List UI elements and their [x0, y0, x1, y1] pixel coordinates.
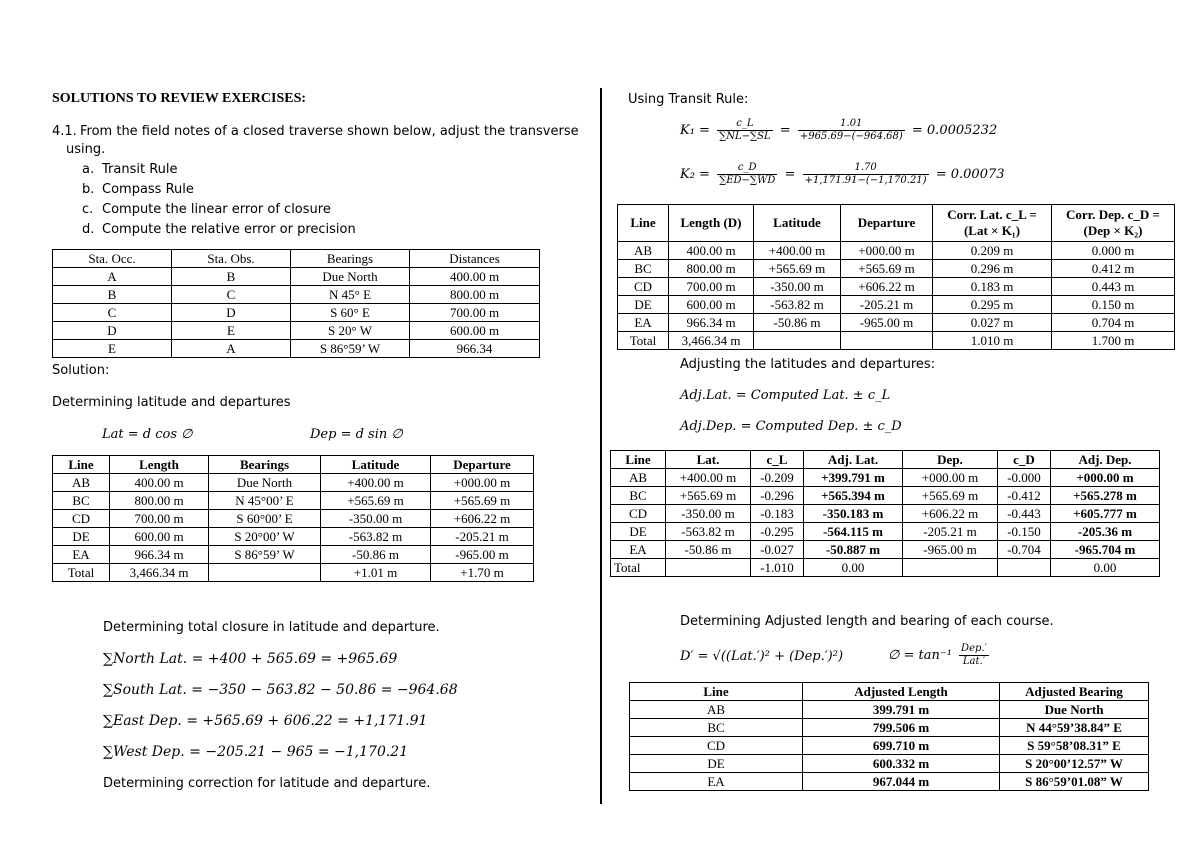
- table-cell: -0.209: [751, 469, 804, 487]
- table-header-row: [53, 250, 540, 268]
- transit-rule-heading: Using Transit Rule:: [628, 92, 749, 107]
- solution-label: Solution:: [52, 363, 110, 378]
- table-cell: A: [53, 268, 172, 286]
- table-cell: Total: [53, 564, 110, 582]
- table-row: [618, 296, 1175, 314]
- table-cell: -0.150: [998, 523, 1051, 541]
- table-cell: BC: [611, 487, 666, 505]
- table-cell: S 86°59’ W: [291, 340, 410, 358]
- table-cell: [209, 564, 321, 582]
- table-cell: +000.00 m: [841, 242, 933, 260]
- table-cell: -50.86 m: [754, 314, 841, 332]
- adjusted-length-bearing-table: [629, 682, 1149, 791]
- column-header: Line: [53, 456, 110, 474]
- problem-statement-line2: using.: [66, 142, 106, 157]
- table-row: [630, 701, 1149, 719]
- table-row: [611, 523, 1160, 541]
- table-row: [618, 314, 1175, 332]
- table-cell: A: [172, 340, 291, 358]
- table-cell: 600.00 m: [669, 296, 754, 314]
- sum-south-latitude: ∑South Lat. = −350 − 563.82 − 50.86 = −964.68: [103, 682, 458, 698]
- table-header-row: [53, 456, 534, 474]
- table-cell: -350.00 m: [754, 278, 841, 296]
- k2-formula: K₂ = $\frac{c\_D}{\sum ED-\sum WD}$ = $\frac{1.70}{+1,171.91-(-1,170.21)}$ = 0.00073: [680, 162, 1005, 186]
- column-header: Line: [630, 683, 803, 701]
- sum-east-departure: ∑East Dep. = +565.69 + 606.22 = +1,171.91: [103, 713, 428, 729]
- table-cell: 400.00 m: [669, 242, 754, 260]
- table-row: [618, 260, 1175, 278]
- table-cell: Due North: [291, 268, 410, 286]
- table-cell: B: [172, 268, 291, 286]
- table-cell: Due North: [1000, 701, 1149, 719]
- table-cell: -563.82 m: [666, 523, 751, 541]
- table-cell: 700.00 m: [410, 304, 540, 322]
- adjusted-bearing-formula: ∅ = tan⁻¹ $\frac{\text{Dep.′}}{\text{Lat.′}}$: [888, 643, 987, 667]
- sum-west-departure: ∑West Dep. = −205.21 − 965 = −1,170.21: [103, 744, 409, 760]
- table-cell: EA: [618, 314, 669, 332]
- table-cell: -563.82 m: [321, 528, 431, 546]
- table-cell: 0.296 m: [933, 260, 1052, 278]
- table-cell: -0.183: [751, 505, 804, 523]
- table-row: [618, 242, 1175, 260]
- table-cell: 800.00 m: [669, 260, 754, 278]
- sum-north-latitude: ∑North Lat. = +400 + 565.69 = +965.69: [103, 651, 398, 667]
- table-cell: 600.00 m: [410, 322, 540, 340]
- column-header: c_D: [998, 451, 1051, 469]
- column-header: Departure: [841, 205, 933, 242]
- adjusted-length-formula: D′ = √((Lat.′)² + (Dep.′)²): [680, 649, 844, 664]
- column-header: c_L: [751, 451, 804, 469]
- closure-heading: Determining total closure in latitude and departure.: [103, 620, 440, 635]
- table-cell: -50.86 m: [666, 541, 751, 559]
- lat-dep-heading: Determining latitude and departures: [52, 395, 291, 410]
- problem-statement-line1: From the field notes of a closed traverse shown below, adjust the transverse: [80, 124, 579, 139]
- table-cell: +000.00 m: [903, 469, 998, 487]
- adjusted-values-table: [610, 450, 1160, 577]
- table-cell: -965.704 m: [1051, 541, 1160, 559]
- k2-result: = 0.00073: [935, 167, 1005, 182]
- table-cell: +565.69 m: [666, 487, 751, 505]
- table-cell: -205.36 m: [1051, 523, 1160, 541]
- table-cell: -564.115 m: [804, 523, 903, 541]
- departure-formula: Dep = d sin ∅: [310, 427, 403, 442]
- correction-heading: Determining correction for latitude and departure.: [103, 776, 431, 791]
- table-cell: AB: [618, 242, 669, 260]
- table-header-row: [630, 683, 1149, 701]
- table-cell: -0.296: [751, 487, 804, 505]
- table-row: [53, 510, 534, 528]
- table-cell: 0.704 m: [1052, 314, 1175, 332]
- column-header: Line: [618, 205, 669, 242]
- table-cell: +605.777 m: [1051, 505, 1160, 523]
- table-cell: DE: [53, 528, 110, 546]
- table-cell: Due North: [209, 474, 321, 492]
- table-cell: DE: [630, 755, 803, 773]
- table-header-row: [618, 205, 1175, 242]
- table-cell: Total: [611, 559, 666, 577]
- table-cell: BC: [53, 492, 110, 510]
- table-cell: 699.710 m: [803, 737, 1000, 755]
- table-cell: Total: [618, 332, 669, 350]
- length-bearing-heading: Determining Adjusted length and bearing of each course.: [680, 614, 1054, 629]
- table-cell: -0.027: [751, 541, 804, 559]
- table-cell: [903, 559, 998, 577]
- adjusted-departure-formula: Adj.Dep. = Computed Dep. ± c_D: [680, 419, 902, 434]
- table-cell: 600.332 m: [803, 755, 1000, 773]
- table-cell: 3,466.34 m: [669, 332, 754, 350]
- table-cell: +400.00 m: [666, 469, 751, 487]
- column-header: Adj. Dep.: [1051, 451, 1160, 469]
- table-cell: N 44°59’38.84” E: [1000, 719, 1149, 737]
- table-total-row: [618, 332, 1175, 350]
- table-cell: -50.86 m: [321, 546, 431, 564]
- table-cell: C: [53, 304, 172, 322]
- latitude-departure-table: [52, 455, 534, 582]
- table-cell: 0.00: [804, 559, 903, 577]
- table-row: [630, 755, 1149, 773]
- table-total-row: [611, 559, 1160, 577]
- latitude-formula: Lat = d cos ∅: [102, 427, 193, 442]
- page-heading: SOLUTIONS TO REVIEW EXERCISES:: [52, 91, 307, 106]
- table-cell: 799.506 m: [803, 719, 1000, 737]
- table-cell: 0.027 m: [933, 314, 1052, 332]
- table-cell: 0.443 m: [1052, 278, 1175, 296]
- table-cell: CD: [611, 505, 666, 523]
- table-cell: 700.00 m: [669, 278, 754, 296]
- table-cell: +606.22 m: [903, 505, 998, 523]
- table-cell: E: [53, 340, 172, 358]
- table-cell: 400.00 m: [410, 268, 540, 286]
- table-cell: C: [172, 286, 291, 304]
- table-cell: E: [172, 322, 291, 340]
- task-list: [82, 162, 356, 242]
- table-cell: -563.82 m: [754, 296, 841, 314]
- table-cell: AB: [53, 474, 110, 492]
- column-header: Adjusted Length: [803, 683, 1000, 701]
- table-cell: S 86°59’ W: [209, 546, 321, 564]
- table-row: [611, 541, 1160, 559]
- column-header: Line: [611, 451, 666, 469]
- table-cell: 600.00 m: [110, 528, 209, 546]
- table-cell: EA: [53, 546, 110, 564]
- table-row: [53, 268, 540, 286]
- table-cell: -350.00 m: [666, 505, 751, 523]
- table-cell: S 59°58’08.31” E: [1000, 737, 1149, 755]
- table-total-row: [53, 564, 534, 582]
- table-cell: D: [53, 322, 172, 340]
- table-cell: 800.00 m: [410, 286, 540, 304]
- table-cell: 0.295 m: [933, 296, 1052, 314]
- table-cell: -0.412: [998, 487, 1051, 505]
- table-cell: +606.22 m: [431, 510, 534, 528]
- table-row: [630, 719, 1149, 737]
- table-cell: 0.00: [1051, 559, 1160, 577]
- table-header-row: [611, 451, 1160, 469]
- table-row: [53, 286, 540, 304]
- table-cell: -0.295: [751, 523, 804, 541]
- table-row: [611, 469, 1160, 487]
- column-header: Adjusted Bearing: [1000, 683, 1149, 701]
- column-header: Latitude: [754, 205, 841, 242]
- table-cell: 1.700 m: [1052, 332, 1175, 350]
- table-cell: -965.00 m: [841, 314, 933, 332]
- table-cell: B: [53, 286, 172, 304]
- column-header: Departure: [431, 456, 534, 474]
- table-cell: +399.791 m: [804, 469, 903, 487]
- table-cell: +565.278 m: [1051, 487, 1160, 505]
- table-cell: [754, 332, 841, 350]
- table-cell: +1.70 m: [431, 564, 534, 582]
- table-cell: 0.150 m: [1052, 296, 1175, 314]
- column-header: Sta. Obs.: [172, 250, 291, 268]
- problem-number: 4.1.: [52, 124, 77, 139]
- table-cell: D: [172, 304, 291, 322]
- table-cell: S 20°00’ W: [209, 528, 321, 546]
- table-cell: [998, 559, 1051, 577]
- table-cell: CD: [618, 278, 669, 296]
- corrections-table: [617, 204, 1175, 350]
- table-cell: AB: [630, 701, 803, 719]
- table-row: [630, 737, 1149, 755]
- table-row: [618, 278, 1175, 296]
- table-cell: +606.22 m: [841, 278, 933, 296]
- column-header: Corr. Dep. c_D = (Dep × K₂): [1052, 205, 1175, 242]
- column-header: Bearings: [291, 250, 410, 268]
- table-cell: 0.209 m: [933, 242, 1052, 260]
- table-cell: 400.00 m: [110, 474, 209, 492]
- table-cell: BC: [630, 719, 803, 737]
- field-notes-table: [52, 249, 540, 358]
- k1-fraction-symbolic: $\frac{c\_L}{\sum NL-\sum SL}$: [719, 118, 771, 142]
- table-cell: CD: [53, 510, 110, 528]
- table-cell: DE: [618, 296, 669, 314]
- table-cell: +565.394 m: [804, 487, 903, 505]
- table-cell: [841, 332, 933, 350]
- k1-formula: K₁ = $\frac{c\_L}{\sum NL-\sum SL}$ = $\frac{1.01}{+965.69-(-964.68)}$ = 0.0005232: [680, 118, 998, 142]
- table-cell: 0.412 m: [1052, 260, 1175, 278]
- table-row: [611, 487, 1160, 505]
- table-cell: S 60°00’ E: [209, 510, 321, 528]
- table-cell: -0.443: [998, 505, 1051, 523]
- k2-fraction-symbolic: $\frac{c\_D}{\sum ED-\sum WD}$: [719, 162, 776, 186]
- k1-lhs: K₁ =: [680, 123, 710, 138]
- table-cell: 800.00 m: [110, 492, 209, 510]
- table-cell: 966.34 m: [110, 546, 209, 564]
- table-cell: S 20° W: [291, 322, 410, 340]
- task-item: b. Compass Rule: [82, 182, 194, 197]
- k1-result: = 0.0005232: [911, 123, 998, 138]
- table-cell: -350.183 m: [804, 505, 903, 523]
- k1-fraction-numeric: $\frac{1.01}{+965.69-(-964.68)}$: [799, 118, 903, 142]
- table-row: [53, 304, 540, 322]
- table-cell: 1.010 m: [933, 332, 1052, 350]
- table-cell: S 60° E: [291, 304, 410, 322]
- table-row: [53, 474, 534, 492]
- table-row: [53, 340, 540, 358]
- table-cell: [666, 559, 751, 577]
- column-header: Adj. Lat.: [804, 451, 903, 469]
- table-cell: -0.704: [998, 541, 1051, 559]
- task-item: c. Compute the linear error of closure: [82, 202, 331, 217]
- table-cell: CD: [630, 737, 803, 755]
- column-header: Latitude: [321, 456, 431, 474]
- task-item: a. Transit Rule: [82, 162, 178, 177]
- table-cell: -205.21 m: [841, 296, 933, 314]
- k2-lhs: K₂ =: [680, 167, 710, 182]
- table-cell: +000.00 m: [431, 474, 534, 492]
- k2-fraction-numeric: $\frac{1.70}{+1,171.91-(-1,170.21)}$: [804, 162, 927, 186]
- table-row: [630, 773, 1149, 791]
- table-cell: +565.69 m: [754, 260, 841, 278]
- table-cell: +565.69 m: [903, 487, 998, 505]
- table-cell: +400.00 m: [754, 242, 841, 260]
- column-header: Corr. Lat. c_L = (Lat × K₁): [933, 205, 1052, 242]
- task-item: d. Compute the relative error or precision: [82, 222, 356, 237]
- table-cell: 966.34 m: [669, 314, 754, 332]
- table-cell: AB: [611, 469, 666, 487]
- adjusted-latitude-formula: Adj.Lat. = Computed Lat. ± c_L: [680, 388, 891, 403]
- column-header: Bearings: [209, 456, 321, 474]
- table-cell: S 86°59’01.08” W: [1000, 773, 1149, 791]
- table-cell: +565.69 m: [431, 492, 534, 510]
- table-cell: BC: [618, 260, 669, 278]
- table-cell: -965.00 m: [431, 546, 534, 564]
- table-cell: N 45° E: [291, 286, 410, 304]
- column-header: Length: [110, 456, 209, 474]
- column-header: Length (D): [669, 205, 754, 242]
- table-row: [53, 546, 534, 564]
- column-header: Dep.: [903, 451, 998, 469]
- table-row: [53, 492, 534, 510]
- column-header: Distances: [410, 250, 540, 268]
- column-header: Lat.: [666, 451, 751, 469]
- table-cell: 700.00 m: [110, 510, 209, 528]
- table-cell: S 20°00’12.57” W: [1000, 755, 1149, 773]
- table-cell: -1.010: [751, 559, 804, 577]
- table-cell: 3,466.34 m: [110, 564, 209, 582]
- table-cell: -350.00 m: [321, 510, 431, 528]
- table-cell: +565.69 m: [321, 492, 431, 510]
- table-cell: 967.044 m: [803, 773, 1000, 791]
- table-cell: 966.34: [410, 340, 540, 358]
- table-cell: -205.21 m: [903, 523, 998, 541]
- table-row: [53, 528, 534, 546]
- column-header: Sta. Occ.: [53, 250, 172, 268]
- table-cell: 0.183 m: [933, 278, 1052, 296]
- column-divider: [600, 88, 602, 804]
- table-cell: +000.00 m: [1051, 469, 1160, 487]
- bearing-fraction: $\frac{\text{Dep.′}}{\text{Lat.′}}$: [961, 643, 987, 667]
- table-cell: +565.69 m: [841, 260, 933, 278]
- table-cell: EA: [611, 541, 666, 559]
- adjusting-heading: Adjusting the latitudes and departures:: [680, 357, 936, 372]
- table-cell: -0.000: [998, 469, 1051, 487]
- table-cell: N 45°00’ E: [209, 492, 321, 510]
- table-cell: DE: [611, 523, 666, 541]
- table-cell: 0.000 m: [1052, 242, 1175, 260]
- table-cell: -205.21 m: [431, 528, 534, 546]
- table-cell: -965.00 m: [903, 541, 998, 559]
- table-cell: 399.791 m: [803, 701, 1000, 719]
- table-cell: +400.00 m: [321, 474, 431, 492]
- table-row: [611, 505, 1160, 523]
- table-cell: +1.01 m: [321, 564, 431, 582]
- table-row: [53, 322, 540, 340]
- table-cell: -50.887 m: [804, 541, 903, 559]
- table-cell: EA: [630, 773, 803, 791]
